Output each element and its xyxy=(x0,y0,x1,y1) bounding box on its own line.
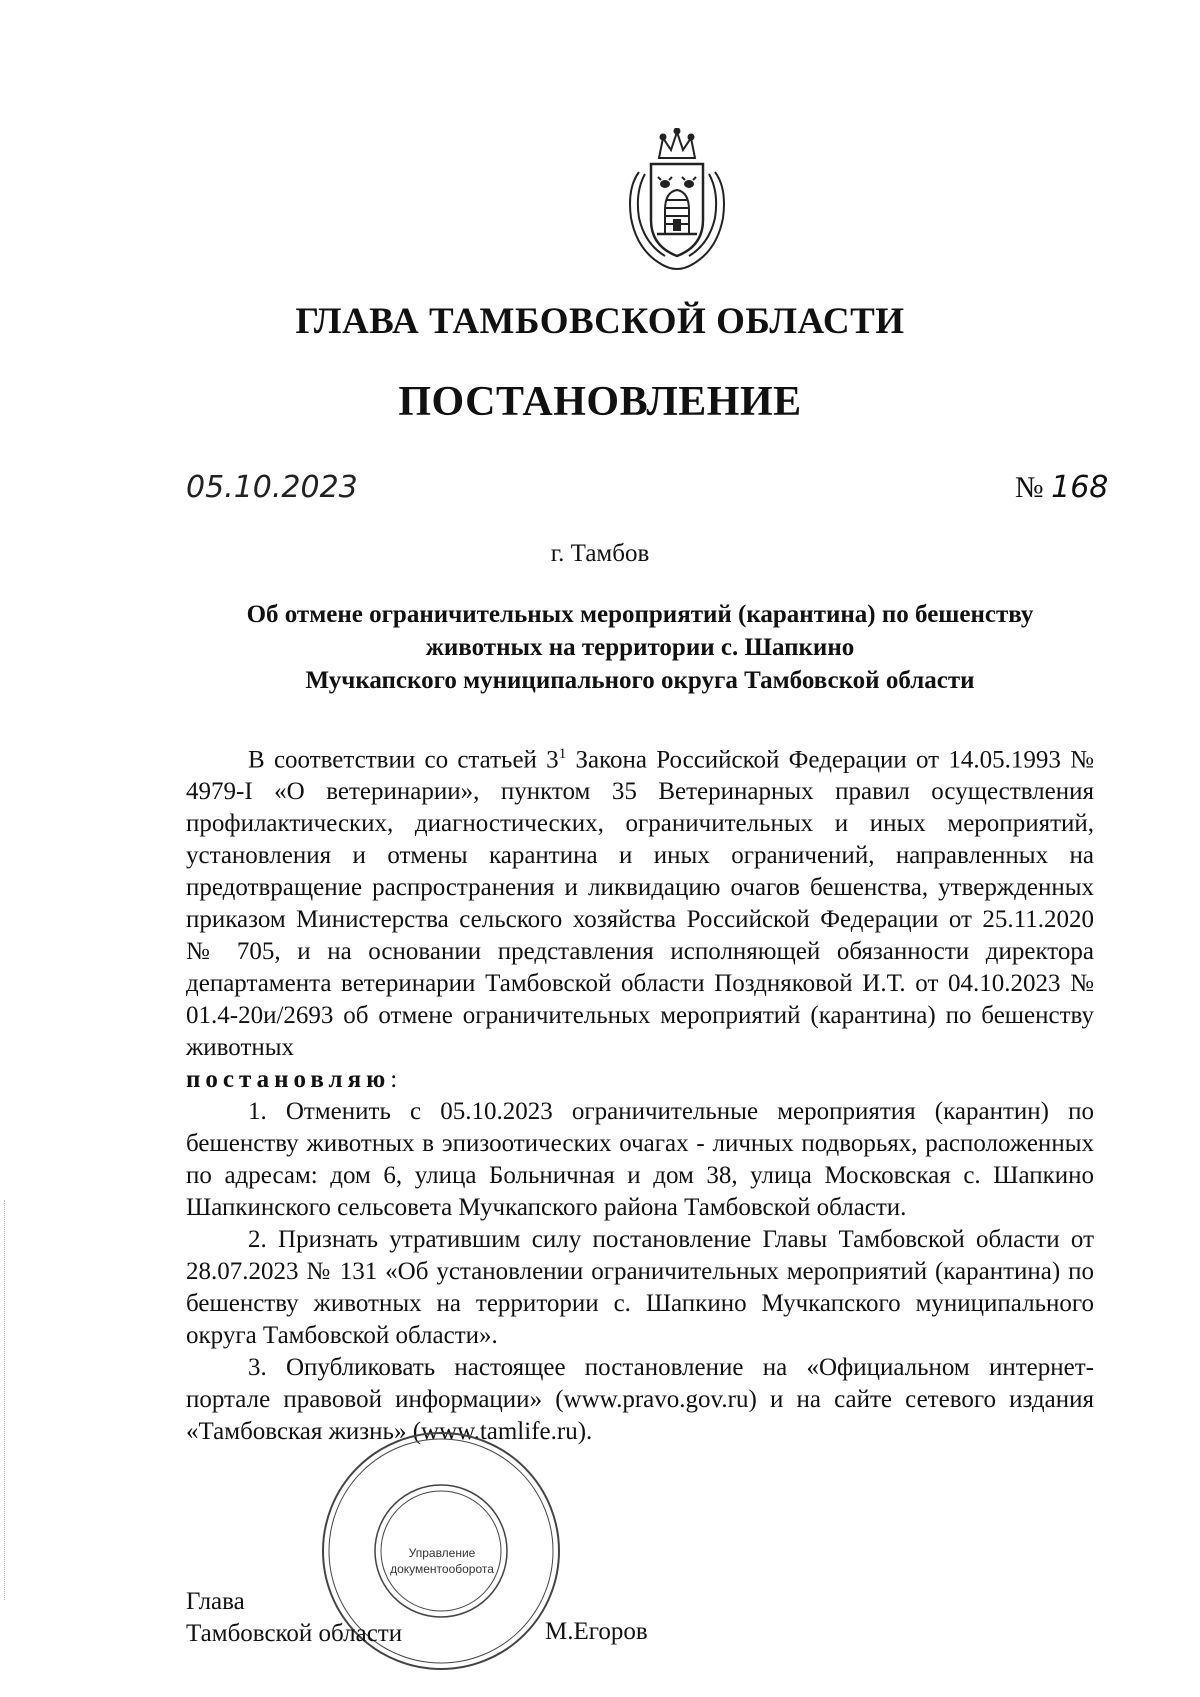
stamp-line-2: документооборота xyxy=(390,1562,494,1576)
subject-line-1: Об отмене ограничительных мероприятий (карантина) по бешенству xyxy=(246,601,1034,628)
document-body xyxy=(186,738,1094,1448)
article-superscript: 1 xyxy=(558,746,567,762)
signatory-title-line-2: Тамбовской области xyxy=(186,1620,403,1647)
subject-heading xyxy=(210,598,1070,697)
resolve-line xyxy=(186,1064,1094,1096)
city-line: г. Тамбов xyxy=(550,540,650,567)
preamble-text-a: В соответствии со статьей 3 xyxy=(248,746,559,774)
scan-margin-artifact xyxy=(4,1200,7,1600)
signatory-title-line-1: Глава xyxy=(186,1588,245,1615)
subject-line-2: животных на территории с. Шапкино xyxy=(425,634,855,661)
preamble-paragraph xyxy=(186,738,1094,1064)
preamble-text-b: Закона Российской Федерации от 14.05.1993 № 4979-I «О ветеринарии», пунктом 35 Ветеринарных правил осуществления профилактических, диагностических, ограничительных и иных мероприятий, установления и отмены карантина и иных ограничений, направленных на предотвращение распространения и ликвидацию очагов бешенства, утвержденных приказом Министерства сельского хозяйства Российской Федерации от 25.11.2020 № 705, и на основании представления исполняющей обязанности директора департамента ветеринарии Тамбовской области Поздняковой И.Т. от 04.10.2023 № 01.4-20и/2693 об отмене ограничительных мероприятий (карантина) по бешенству животных xyxy=(186,746,1094,1062)
resolve-word: постановляю xyxy=(186,1066,391,1094)
document-number xyxy=(1015,470,1108,505)
handwritten-date: 05.10.2023 xyxy=(186,470,358,505)
document-type-title: ПОСТАНОВЛЕНИЕ xyxy=(398,379,802,425)
handwritten-number: 168 xyxy=(1051,470,1109,505)
item-3: 3. Опубликовать настоящее постановление на «Официальном интернет-портале правовой информации» (www.pravo.gov.ru) и на сайте сетевого издания «Тамбовская жизнь» (www.tamlife.ru). xyxy=(186,1354,1094,1446)
item-2: 2. Признать утратившим силу постановление Главы Тамбовской области от 28.07.2023 № 131 «Об установлении ограничительных мероприятий (карантина) по бешенству животных на территории с. Шапкино Мучкапского муниципального округа Тамбовской области». xyxy=(186,1226,1094,1350)
authority-heading: ГЛАВА ТАМБОВСКОЙ ОБЛАСТИ xyxy=(295,301,905,342)
coat-of-arms-emblem xyxy=(621,128,733,278)
subject-line-3: Мучкапского муниципального округа Тамбовской области xyxy=(305,667,975,694)
stamp-line-1: Управление xyxy=(408,1546,476,1560)
item-1: 1. Отменить с 05.10.2023 ограничительные мероприятия (карантин) по бешенству животных в эпизоотических очагах - личных подворьях, расположенных по адресам: дом 6, улица Больничная и дом 38, улица Московская с. Шапкино Шапкинского сельсовета Мучкапского района Тамбовской области. xyxy=(186,1098,1094,1222)
signatory-name: М.Егоров xyxy=(545,1618,648,1645)
number-sign: № xyxy=(1015,471,1044,504)
resolve-colon: : xyxy=(390,1066,398,1094)
signatory-title xyxy=(186,1586,402,1650)
stamp-center-text xyxy=(380,1545,504,1577)
